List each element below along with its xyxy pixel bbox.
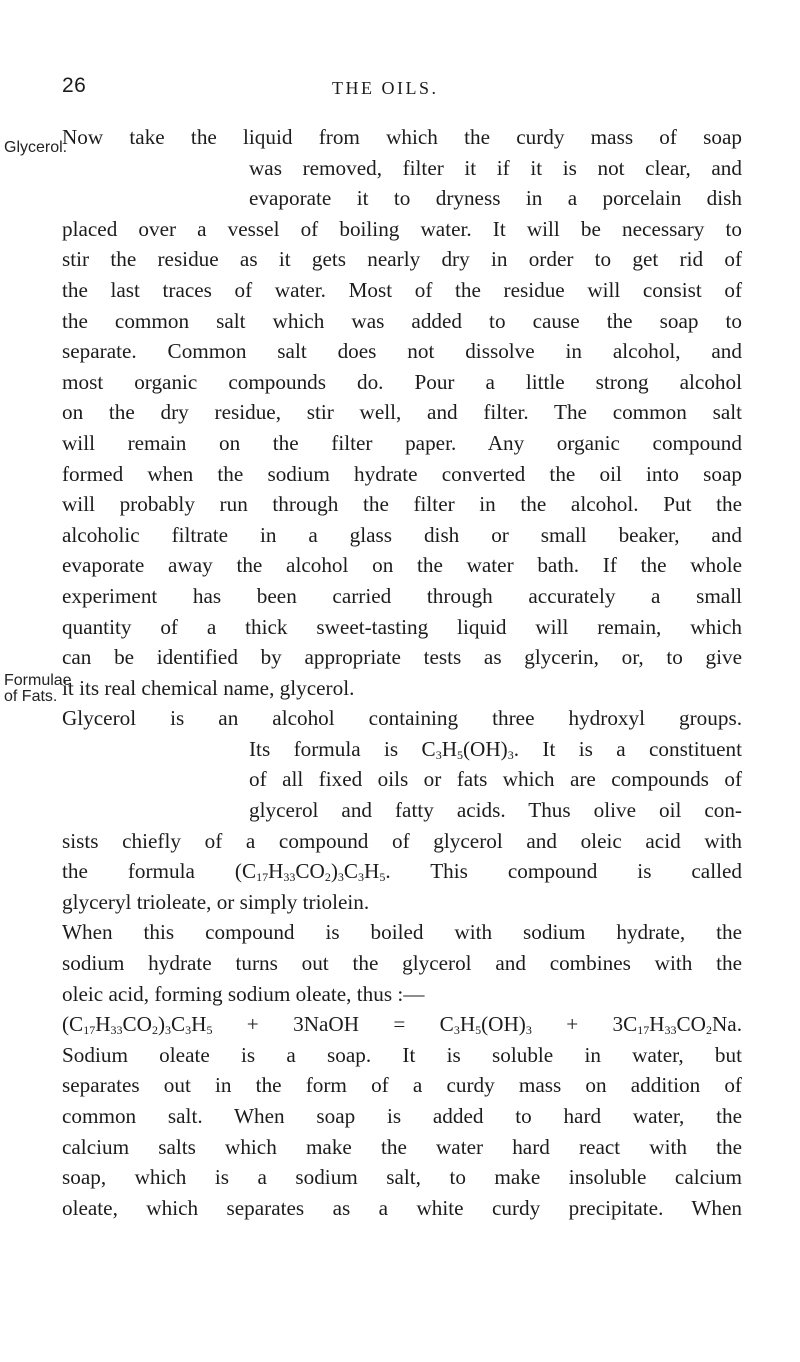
text-line: experiment has been carried through accurately a small <box>62 583 742 608</box>
text-line: glycerol and fatty acids. Thus olive oil con- <box>249 798 742 823</box>
text-line: can be identified by appropriate tests as glycerin, or, to give <box>62 645 742 670</box>
margin-note-glycerol: Glycerol. <box>4 139 68 156</box>
text-line: Sodium oleate is a soap. It is soluble in water, but <box>62 1042 742 1067</box>
text-line: oleate, which separates as a white curdy precipitate. When <box>62 1195 742 1220</box>
text-line: evaporate away the alcohol on the water bath. If the whole <box>62 553 742 578</box>
text-line: evaporate it to dryness in a porcelain dish <box>249 186 742 211</box>
text-line: calcium salts which make the water hard react with the <box>62 1134 742 1159</box>
text-line: was removed, filter it if it is not clear, and <box>249 155 742 180</box>
formula-text-pre: the formula (C <box>62 859 257 884</box>
formula-text-pre: Its formula is C <box>249 736 436 761</box>
text-line-formula: Its formula is $C_3H_5(OH)_3$. It is a constituent <box>249 736 743 762</box>
text-line: quantity of a thick sweet-tasting liquid will remain, which <box>62 614 742 639</box>
body-text <box>62 122 742 1223</box>
text-line: sodium hydrate turns out the glycerol and combines with the <box>62 951 742 976</box>
text-line: most organic compounds do. Pour a little strong alcohol <box>62 369 742 394</box>
margin-note-formulae-line2: of Fats. <box>4 688 58 705</box>
text-line: stir the residue as it gets nearly dry in order to get rid of <box>62 247 742 272</box>
margin-note-formulae-line1: Formulae <box>4 672 72 689</box>
page-number: 26 <box>62 74 87 97</box>
formula-text-post: . This compound is called <box>385 859 742 884</box>
chemical-equation: $(C_{17}H_{33}CO_2)_3C_3H_5$ + 3NaOH = $C_3H_5(OH)_3 + 3C_{17}H_{33}CO_2Na$. <box>62 1012 742 1038</box>
text-line: soap, which is a sodium salt, to make insoluble calcium <box>62 1165 742 1190</box>
text-line: formed when the sodium hydrate converted the oil into soap <box>62 461 742 486</box>
text-line: separates out in the form of a curdy mass on addition of <box>62 1073 742 1098</box>
text-line: oleic acid, forming sodium oleate, thus :— <box>62 981 425 1006</box>
text-line: alcoholic filtrate in a glass dish or small beaker, and <box>62 522 742 547</box>
text-line: it its real chemical name, glycerol. <box>62 675 355 700</box>
text-line: the common salt which was added to cause the soap to <box>62 308 742 333</box>
text-line: sists chiefly of a compound of glycerol and oleic acid with <box>62 828 742 853</box>
text-line: will remain on the filter paper. Any organic compound <box>62 430 742 455</box>
text-line: of all fixed oils or fats which are compounds of <box>249 767 742 792</box>
text-line: common salt. When soap is added to hard water, the <box>62 1104 742 1128</box>
text-line: glyceryl trioleate, or simply triolein. <box>62 889 370 914</box>
formula-text-post: . It is a constituent <box>513 736 743 761</box>
text-line: will probably run through the filter in the alcohol. Put the <box>62 492 742 517</box>
text-line: Now take the liquid from which the curdy mass of soap <box>62 125 742 149</box>
running-head: THE OILS. <box>332 78 439 98</box>
text-line: When this compound is boiled with sodium hydrate, the <box>62 920 742 945</box>
text-line: placed over a vessel of boiling water. It will be necessary to <box>62 216 742 241</box>
page-header <box>62 74 742 104</box>
text-line-formula: the formula $(C_{17}H_{33}CO_2)_3C_3H_5$. This compound is called <box>62 859 742 885</box>
text-line: on the dry residue, stir well, and filter. The common salt <box>62 400 742 425</box>
text-line: separate. Common salt does not dissolve in alcohol, and <box>62 339 742 364</box>
text-line: Glycerol is an alcohol containing three hydroxyl groups. <box>62 706 742 731</box>
text-line: the last traces of water. Most of the residue will consist of <box>62 277 742 302</box>
